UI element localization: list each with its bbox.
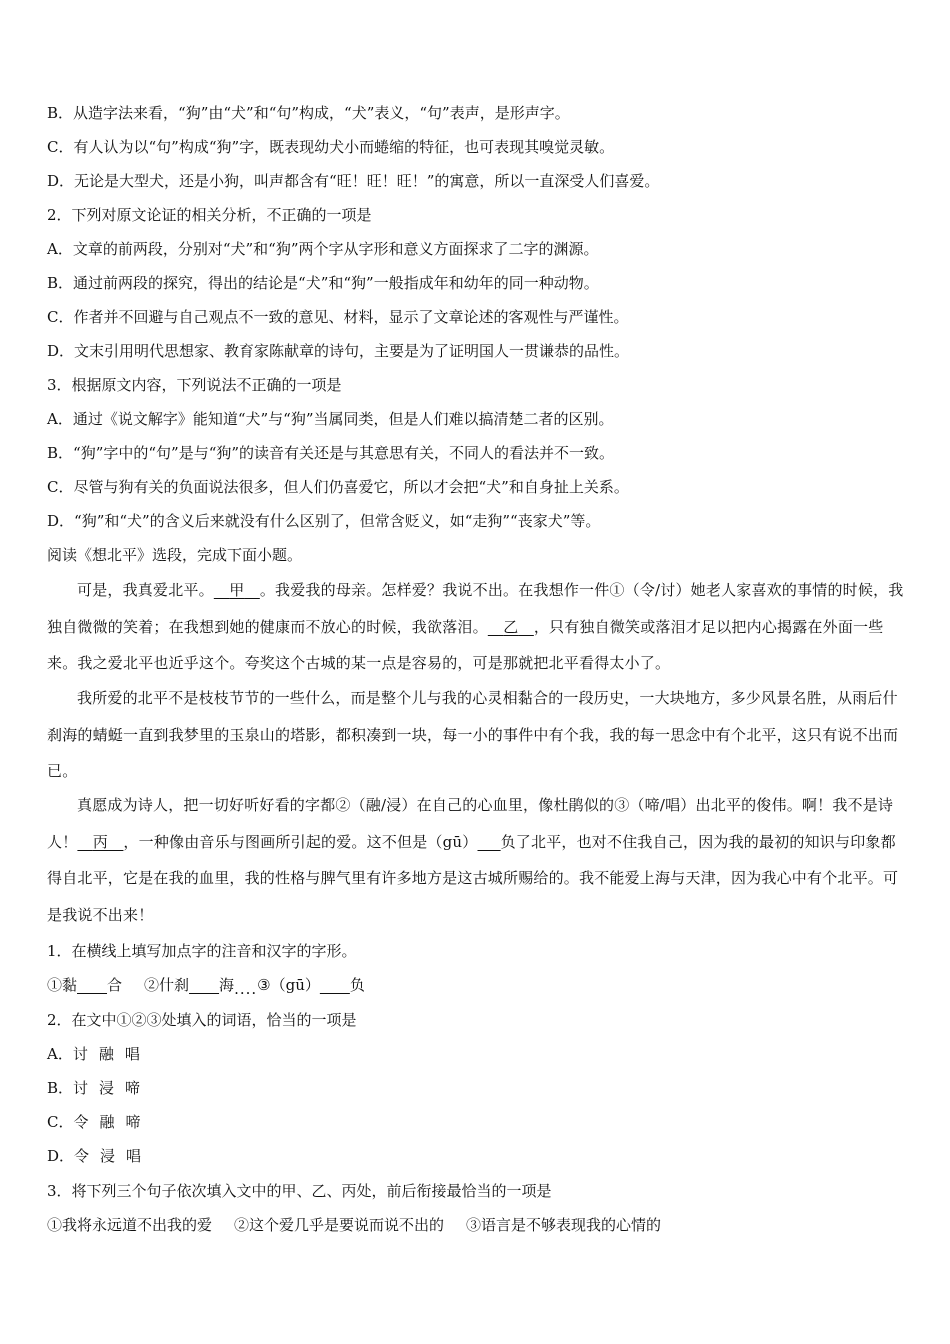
sub-q1-stem: 1．在横线上填写加点字的注音和汉字的字形。 <box>47 942 357 960</box>
passage-paragraph-2: 我所爱的北平不是枝枝节节的一些什么，而是整个儿与我的心灵相黏合的一段历史，一大块地方，多少风景名胜，从雨后什刹海的蜻蜓一直到我梦里的玉泉山的塔影，都积凑到一块，每一小的事件中有个我，我的每一思念中有个北平，这只有说不出而已。 <box>47 689 899 780</box>
q2-option-d: D．文末引用明代思想家、教育家陈献章的诗句，主要是为了证明国人一贯谦恭的品性。 <box>47 342 630 360</box>
reading-intro: 阅读《想北平》选段，完成下面小题。 <box>47 546 303 564</box>
blank-gu <box>478 833 501 851</box>
sub-q2-stem: 2．在文中①②③处填入的词语，恰当的一项是 <box>47 1011 357 1029</box>
q1-option-c: C．有人认为以“句”构成“狗”字，既表现幼犬小而蜷缩的特征，也可表现其嗅觉灵敏。 <box>47 138 615 156</box>
q3-option-b: B．“狗”字中的“句”是与“狗”的读音有关还是与其意思有关，不同人的看法并不一致。 <box>47 444 615 462</box>
q3-option-a: A．通过《说文解字》能知道“犬”与“狗”当属同类，但是人们难以搞清楚二者的区别。 <box>47 410 614 428</box>
sub-q3-sentences: ①我将永远道不出我的爱 ②这个爱几乎是要说而说不出的 ③语言是不够表现我的心情的 <box>47 1216 662 1234</box>
q2-option-c: C．作者并不回避与自己观点不一致的意见、材料，显示了文章论述的客观性与严谨性。 <box>47 308 629 326</box>
passage-paragraph-3: 真愿成为诗人，把一切好听好看的字都②（融/浸）在自己的心血里，像杜鹃似的③（啼/唱）出北平的俊伟。啊！我不是诗人！ 丙 ，一种像由音乐与图画所引起的爱。这不但是（gū） 负了北平，也对不住我自己，因为我的最初的知识与印象都得自北平，它是在我的血里，我的性格与脾气里有许多地方是这古城所赐给的。我不能爱上海与天津，因为我心中有个北平。可是我说不出来！ <box>47 796 899 924</box>
q3-option-d: D．“狗”和“犬”的含义后来就没有什么区别了，但常含贬义，如“走狗”“丧家犬”等。 <box>47 512 601 530</box>
q3-stem: 3．根据原文内容，下列说法不正确的一项是 <box>47 376 342 394</box>
blank-yi: 乙 <box>503 617 519 636</box>
blank-bing: 丙 <box>92 832 109 851</box>
q3-option-c: C．尽管与狗有关的负面说法很多，但人们仍喜爱它，所以才会把“犬”和自身扯上关系。 <box>47 478 629 496</box>
passage-paragraph-1: 可是，我真爱北平。 甲 。我爱我的母亲。怎样爱？我说不出。在我想作一件①（令/讨）她老人家喜欢的事情的时候，我独自微微的笑着；在我想到她的健康而不放心的时候，我欲落泪。 乙 ，只有独自微笑或落泪才足以把内心揭露在外面一些来。我之爱北平也近乎这个。夸奖这个古城的某一点是容易的，可是那就把北平看得太小了。 <box>47 581 904 672</box>
blank-jia: 甲 <box>229 581 245 599</box>
q2-option-a: A．文章的前两段，分别对“犬”和“狗”两个字从字形和意义方面探求了二字的渊源。 <box>47 240 599 258</box>
q1-option-d: D．无论是大型犬，还是小狗，叫声都含有“旺！旺！旺！”的寓意，所以一直深受人们喜爱。 <box>47 172 660 190</box>
q1-option-b: B．从造字法来看，“狗”由“犬”和“句”构成，“犬”表义，“句”表声，是形声字。 <box>47 104 570 122</box>
sub-q2-option-c: C．令 融 啼 <box>47 1113 141 1131</box>
sub-q2-option-b: B．讨 浸 啼 <box>47 1079 141 1097</box>
sub-q2-option-d: D．令 浸 唱 <box>47 1147 142 1165</box>
sub-q2-option-a: A．讨 融 唱 <box>47 1045 140 1063</box>
q2-stem: 2．下列对原文论证的相关分析，不正确的一项是 <box>47 206 372 224</box>
q2-option-b: B．通过前两段的探究，得出的结论是“犬”和“狗”一般指成年和幼年的同一种动物。 <box>47 274 599 292</box>
sub-q3-stem: 3．将下列三个句子依次填入文中的甲、乙、丙处，前后衔接最恰当的一项是 <box>47 1182 552 1200</box>
sub-q1-items: ①黏 合 ②什刹 海....③（gū） 负 <box>47 976 365 998</box>
